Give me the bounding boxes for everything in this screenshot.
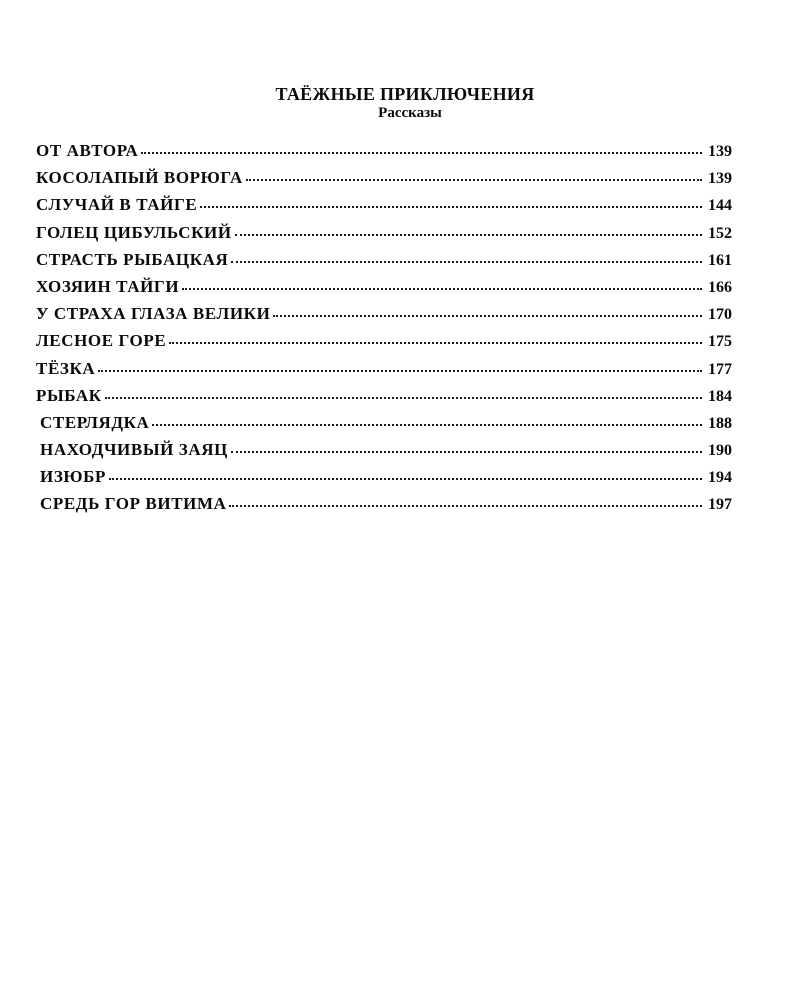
toc-entry [36, 467, 732, 494]
toc-entry-page: 197 [708, 496, 732, 514]
toc-entry [36, 141, 732, 168]
toc-entry-page: 175 [708, 333, 732, 351]
dot-leader [152, 424, 702, 426]
dot-leader [109, 478, 702, 480]
toc-entry [36, 223, 732, 250]
toc-entry-title: РЫБАК [36, 385, 102, 405]
dot-leader [200, 206, 702, 208]
toc-entry [36, 331, 732, 358]
toc-entry-page: 152 [708, 224, 732, 242]
dot-leader [246, 179, 702, 181]
toc-entry-page: 139 [708, 143, 732, 160]
toc-entry [36, 440, 732, 467]
dot-leader [229, 505, 702, 507]
toc-entry-title: КОСОЛАПЫЙ ВОРЮГА [36, 168, 243, 188]
toc-entry-title: НАХОДЧИВЫЙ ЗАЯЦ [40, 440, 228, 460]
toc-entry [36, 386, 732, 413]
dot-leader [105, 397, 702, 399]
toc-entry-page: 177 [708, 360, 732, 378]
table-of-contents [36, 141, 732, 522]
toc-entry-title: СРЕДЬ ГОР ВИТИМА [40, 494, 227, 514]
toc-entry-title: ТЁЗКА [36, 358, 96, 378]
toc-entry-page: 139 [708, 170, 732, 188]
toc-entry-page: 190 [708, 442, 732, 460]
dot-leader [182, 288, 702, 290]
toc-entry-title: СТЕРЛЯДКА [40, 412, 150, 432]
dot-leader [231, 451, 702, 453]
toc-entry-title: СЛУЧАЙ В ТАЙГЕ [36, 195, 198, 215]
toc-entry [36, 195, 732, 222]
toc-entry-title: ГОЛЕЦ ЦИБУЛЬСКИЙ [36, 222, 232, 242]
toc-entry-page: 170 [708, 306, 732, 324]
dot-leader [231, 261, 702, 263]
toc-entry-title: ОТ АВТОРА [36, 141, 139, 160]
toc-entry [36, 304, 732, 331]
toc-entry [36, 413, 732, 440]
dot-leader [141, 152, 702, 154]
section-subtitle: Рассказы [378, 105, 442, 121]
toc-entry [36, 494, 732, 521]
toc-entry [36, 250, 732, 277]
toc-entry-title: ИЗЮБР [40, 467, 106, 487]
dot-leader [273, 315, 702, 317]
toc-entry [36, 168, 732, 195]
toc-entry-page: 184 [708, 387, 732, 405]
toc-entry-title: У СТРАХА ГЛАЗА ВЕЛИКИ [36, 304, 271, 324]
toc-entry-page: 144 [708, 197, 732, 215]
toc-entry-page: 166 [708, 278, 732, 296]
dot-leader [98, 370, 702, 372]
toc-entry [36, 277, 732, 304]
toc-entry-title: СТРАСТЬ РЫБАЦКАЯ [36, 249, 229, 269]
toc-entry-title: ХОЗЯИН ТАЙГИ [36, 276, 180, 296]
dot-leader [235, 234, 702, 236]
section-title: ТАЁЖНЫЕ ПРИКЛЮЧЕНИЯ [275, 84, 535, 104]
toc-entry-page: 194 [708, 469, 732, 487]
dot-leader [169, 342, 702, 344]
toc-entry [36, 359, 732, 386]
toc-entry-title: ЛЕСНОЕ ГОРЕ [36, 331, 167, 351]
toc-entry-page: 188 [708, 414, 732, 432]
toc-entry-page: 161 [708, 251, 732, 269]
